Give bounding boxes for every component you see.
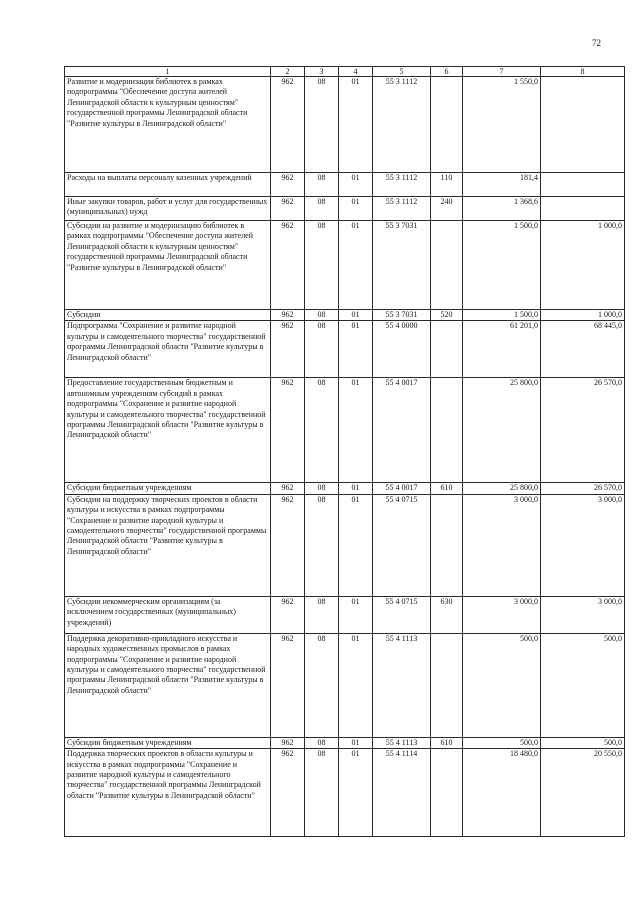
- cell-target-article: 55 3 1112: [373, 173, 431, 197]
- row-name: Расходы на выплаты персоналу казенных учреждений: [65, 173, 271, 197]
- cell-code: 962: [271, 197, 305, 221]
- cell-amount-1: 25 800,0: [463, 483, 541, 494]
- cell-code: 962: [271, 221, 305, 310]
- cell-code: 962: [271, 77, 305, 173]
- cell-amount-2: 1 000,0: [541, 221, 625, 310]
- cell-amount-2: 500,0: [541, 737, 625, 748]
- cell-code: 962: [271, 633, 305, 737]
- cell-amount-1: 181,4: [463, 173, 541, 197]
- table-row: [65, 321, 625, 378]
- header-cell: 2: [271, 67, 305, 77]
- cell-target-article: 55 3 1112: [373, 77, 431, 173]
- cell-expense-type: 630: [431, 596, 463, 633]
- cell-target-article: 55 4 0017: [373, 378, 431, 483]
- table-row: [65, 596, 625, 633]
- cell-section: 08: [305, 197, 339, 221]
- cell-target-article: 55 4 1113: [373, 737, 431, 748]
- cell-section: 08: [305, 378, 339, 483]
- row-name: Субсидии бюджетным учреждениям: [65, 737, 271, 748]
- row-name: Иные закупки товаров, работ и услуг для государственных (муниципальных) нужд: [65, 197, 271, 221]
- cell-section: 08: [305, 221, 339, 310]
- row-name: Предоставление государственным бюджетным и автономным учреждениям субсидий в рамках подпрограммы "Сохранение и развитие народной культуры и самодеятельного творчества" государственной программы Ленинградской области "Развитие культуры в Ленинградской области": [65, 378, 271, 483]
- cell-amount-1: 18 480,0: [463, 749, 541, 837]
- cell-subsection: 01: [339, 633, 373, 737]
- cell-code: 962: [271, 494, 305, 596]
- table-row: [65, 633, 625, 737]
- cell-expense-type: [431, 221, 463, 310]
- cell-subsection: 01: [339, 494, 373, 596]
- cell-target-article: 55 3 1112: [373, 197, 431, 221]
- cell-target-article: 55 4 0715: [373, 596, 431, 633]
- cell-expense-type: [431, 494, 463, 596]
- row-name: Поддержка декоративно-прикладного искусства и народных художественных промыслов в рамках подпрограммы "Сохранение и развитие народной культуры и самодеятельного творчества" государственной программы Ленинградской области "Развитие культуры в Ленинградской области": [65, 633, 271, 737]
- cell-amount-1: 1 550,0: [463, 77, 541, 173]
- cell-subsection: 01: [339, 321, 373, 378]
- row-name: Субсидии бюджетным учреждениям: [65, 483, 271, 494]
- table-row: [65, 77, 625, 173]
- cell-amount-1: 1 500,0: [463, 221, 541, 310]
- cell-expense-type: 240: [431, 197, 463, 221]
- cell-code: 962: [271, 378, 305, 483]
- cell-code: 962: [271, 173, 305, 197]
- cell-expense-type: [431, 749, 463, 837]
- row-name: Субсидии: [65, 310, 271, 321]
- cell-expense-type: 610: [431, 483, 463, 494]
- cell-code: 962: [271, 321, 305, 378]
- table-row: [65, 494, 625, 596]
- cell-expense-type: 610: [431, 737, 463, 748]
- cell-amount-1: 1 500,0: [463, 310, 541, 321]
- cell-amount-2: 1 000,0: [541, 310, 625, 321]
- page-number: 72: [592, 38, 601, 48]
- cell-amount-2: 3 000,0: [541, 494, 625, 596]
- table-header-row: [65, 67, 625, 77]
- cell-section: 08: [305, 633, 339, 737]
- cell-amount-2: [541, 197, 625, 221]
- cell-section: 08: [305, 77, 339, 173]
- header-cell: 6: [431, 67, 463, 77]
- cell-target-article: 55 4 0715: [373, 494, 431, 596]
- table-row: [65, 221, 625, 310]
- cell-amount-1: 500,0: [463, 633, 541, 737]
- cell-subsection: 01: [339, 737, 373, 748]
- table-row: [65, 483, 625, 494]
- cell-subsection: 01: [339, 310, 373, 321]
- cell-target-article: 55 4 0000: [373, 321, 431, 378]
- cell-subsection: 01: [339, 596, 373, 633]
- cell-code: 962: [271, 749, 305, 837]
- cell-amount-2: 500,0: [541, 633, 625, 737]
- header-cell: 1: [65, 67, 271, 77]
- cell-code: 962: [271, 737, 305, 748]
- cell-subsection: 01: [339, 197, 373, 221]
- row-name: Субсидии на поддержку творческих проектов в области культуры и искусства в рамках подпрограммы "Сохранение и развитие народной культуры и самодеятельного творчества" государственной программы Ленинградской области "Развитие культуры в Ленинградской области": [65, 494, 271, 596]
- cell-amount-2: 20 550,0: [541, 749, 625, 837]
- cell-code: 962: [271, 596, 305, 633]
- cell-amount-2: 68 445,0: [541, 321, 625, 378]
- cell-section: 08: [305, 737, 339, 748]
- cell-target-article: 55 4 1114: [373, 749, 431, 837]
- row-name: Поддержка творческих проектов в области культуры и искусства в рамках подпрограммы "Сохранение и развитие народной культуры и самодеятельного творчества" государственной программы Ленинградской области "Развитие культуры в Ленинградской области": [65, 749, 271, 837]
- cell-expense-type: [431, 77, 463, 173]
- table-row: [65, 378, 625, 483]
- table-row: [65, 197, 625, 221]
- cell-target-article: 55 3 7031: [373, 221, 431, 310]
- cell-section: 08: [305, 494, 339, 596]
- header-cell: 4: [339, 67, 373, 77]
- header-cell: 3: [305, 67, 339, 77]
- cell-subsection: 01: [339, 749, 373, 837]
- cell-section: 08: [305, 321, 339, 378]
- cell-code: 962: [271, 310, 305, 321]
- cell-amount-2: 26 570,0: [541, 483, 625, 494]
- cell-amount-1: 3 000,0: [463, 494, 541, 596]
- cell-amount-1: 61 201,0: [463, 321, 541, 378]
- cell-amount-1: 500,0: [463, 737, 541, 748]
- cell-section: 08: [305, 173, 339, 197]
- cell-subsection: 01: [339, 378, 373, 483]
- cell-expense-type: 110: [431, 173, 463, 197]
- row-name: Подпрограмма "Сохранение и развитие народной культуры и самодеятельного творчества" государственной программы Ленинградской области "Развитие культуры в Ленинградской области": [65, 321, 271, 378]
- cell-subsection: 01: [339, 77, 373, 173]
- cell-target-article: 55 4 0017: [373, 483, 431, 494]
- table-row: [65, 749, 625, 837]
- row-name: Субсидии некоммерческим организациям (за исключением государственных (муниципальных) учреждений): [65, 596, 271, 633]
- cell-section: 08: [305, 749, 339, 837]
- row-name: Развитие и модернизация библиотек в рамках подпрограммы "Обеспечение доступа жителей Ленинградской области к культурным ценностям" государственной программы Ленинградской области "Развитие культуры в Ленинградской области": [65, 77, 271, 173]
- row-name: Субсидии на развитие и модернизацию библиотек в рамках подпрограммы "Обеспечение доступа жителей Ленинградской области к культурным ценностям" государственной программы Ленинградской области "Развитие культуры в Ленинградской области": [65, 221, 271, 310]
- cell-amount-1: 25 800,0: [463, 378, 541, 483]
- cell-subsection: 01: [339, 483, 373, 494]
- cell-code: 962: [271, 483, 305, 494]
- cell-expense-type: [431, 378, 463, 483]
- cell-expense-type: [431, 321, 463, 378]
- header-cell: 8: [541, 67, 625, 77]
- table-row: [65, 737, 625, 748]
- cell-amount-1: 3 000,0: [463, 596, 541, 633]
- cell-target-article: 55 4 1113: [373, 633, 431, 737]
- cell-amount-2: [541, 77, 625, 173]
- cell-subsection: 01: [339, 173, 373, 197]
- table-row: [65, 173, 625, 197]
- cell-amount-2: 3 000,0: [541, 596, 625, 633]
- cell-amount-2: [541, 173, 625, 197]
- cell-subsection: 01: [339, 221, 373, 310]
- cell-section: 08: [305, 483, 339, 494]
- cell-expense-type: [431, 633, 463, 737]
- header-cell: 7: [463, 67, 541, 77]
- cell-amount-2: 26 570,0: [541, 378, 625, 483]
- cell-expense-type: 520: [431, 310, 463, 321]
- cell-target-article: 55 3 7031: [373, 310, 431, 321]
- cell-amount-1: 1 368,6: [463, 197, 541, 221]
- header-cell: 5: [373, 67, 431, 77]
- table-row: [65, 310, 625, 321]
- cell-section: 08: [305, 310, 339, 321]
- budget-table: [64, 66, 625, 837]
- cell-section: 08: [305, 596, 339, 633]
